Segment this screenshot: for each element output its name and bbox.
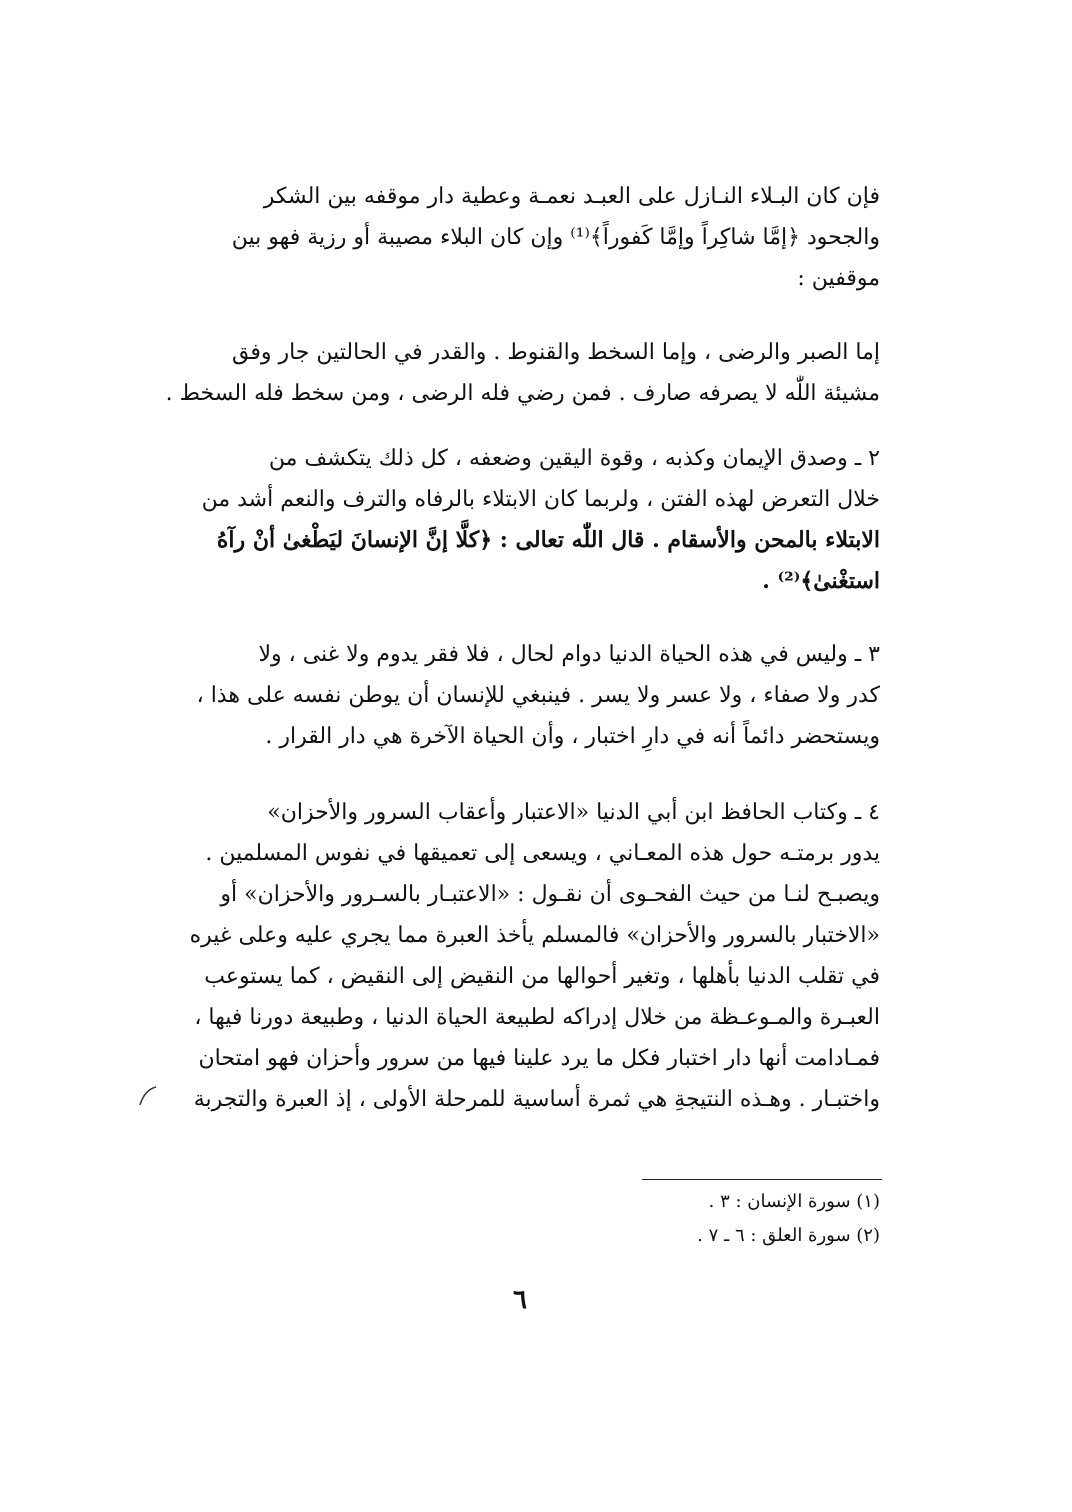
line: «الاختبار بالسرور والأحزان» فالمسلم يأخذ العبرة مما يجري عليه وعلى غيره (189, 923, 880, 948)
line: موقفين : (797, 266, 880, 291)
line: ٢ ـ وصدق الإيمان وكذبه ، وقوة اليقين وضعفه ، كل ذلك يتكشف من (268, 446, 880, 471)
footnote-2: (٢) سورة العلق : ٦ ـ ٧ . (697, 1225, 880, 1246)
line: إما الصبر والرضى ، وإما السخط والقنوط . والقدر في الحالتين جار وفق (231, 340, 880, 365)
line: الابتلاء بالمحن والأسقام . قال اللّٰه تعالى : ﴿كلَّا إنَّ الإنسانَ ليَطْغىٰ أنْ رآهُ (216, 527, 880, 553)
page-number: ٦ (513, 1285, 527, 1315)
line: في تقلب الدنيا بأهلها ، وتغير أحوالها من النقيض إلى النقيض ، كما يستوعب (204, 964, 880, 989)
paragraph-1 (158, 176, 880, 299)
footnote-separator (642, 1179, 882, 1180)
line: ٣ ـ وليس في هذه الحياة الدنيا دوام لحال ، فلا فقر يدوم ولا غنى ، ولا (258, 642, 880, 667)
paragraph-5 (158, 792, 880, 1120)
line: العبـرة والمـوعـظة من خلال إدراكه لطبيعة الحياة الدنيا ، وطبيعة دورنا فيها ، (194, 1005, 880, 1030)
paragraph-3 (158, 438, 880, 602)
line: مشيئة اللّٰه لا يصرفه صارف . فمن رضي فله الرضى ، ومن سخط فله السخط . (165, 381, 880, 406)
line: خلال التعرض لهذه الفتن ، ولربما كان الابتلاء بالرفاه والترف والنعم أشد من (201, 487, 880, 512)
paragraph-2 (158, 332, 880, 414)
line: ويستحضر دائماً أنه في دارِ اختبار ، وأن الحياة الآخرة هي دار القرار . (265, 724, 880, 749)
line: كدر ولا صفاء ، ولا عسر ولا يسر . فينبغي للإنسان أن يوطن نفسه على هذا ، (196, 683, 880, 708)
margin-mark-icon (138, 1085, 158, 1107)
paragraph-4 (158, 634, 880, 757)
line: ويصبـح لنـا من حيث الفحـوى أن نقـول : «الاعتبـار بالسـرور والأحزان» أو (220, 882, 880, 907)
line: استغْنىٰ﴾⁽²⁾ . (762, 568, 880, 594)
line: فإن كان البـلاء النـازل على العبـد نعمـة وعطية دار موقفه بين الشكر (263, 184, 880, 209)
line: ٤ ـ وكتاب الحافظ ابن أبي الدنيا «الاعتبار وأعقاب السرور والأحزان» (267, 800, 880, 825)
line: واختبـار . وهـذه النتيجةِ هي ثمرة أساسية للمرحلة الأولى ، إذ العبرة والتجربة (193, 1087, 880, 1112)
line: والجحود ﴿إمَّا شاكِراً وإمَّا كَفوراً﴾⁽¹⁾ وإن كان البلاء مصيبة أو رزية فهو بين (231, 225, 880, 250)
line: فمـادامت أنها دار اختبار فكل ما يرد علينا فيها من سرور وأحزان فهو امتحان (198, 1046, 880, 1071)
line: يدور برمتـه حول هذه المعـاني ، ويسعى إلى تعميقها في نفوس المسلمين . (205, 841, 880, 866)
footnote-1: (١) سورة الإنسان : ٣ . (708, 1191, 880, 1212)
